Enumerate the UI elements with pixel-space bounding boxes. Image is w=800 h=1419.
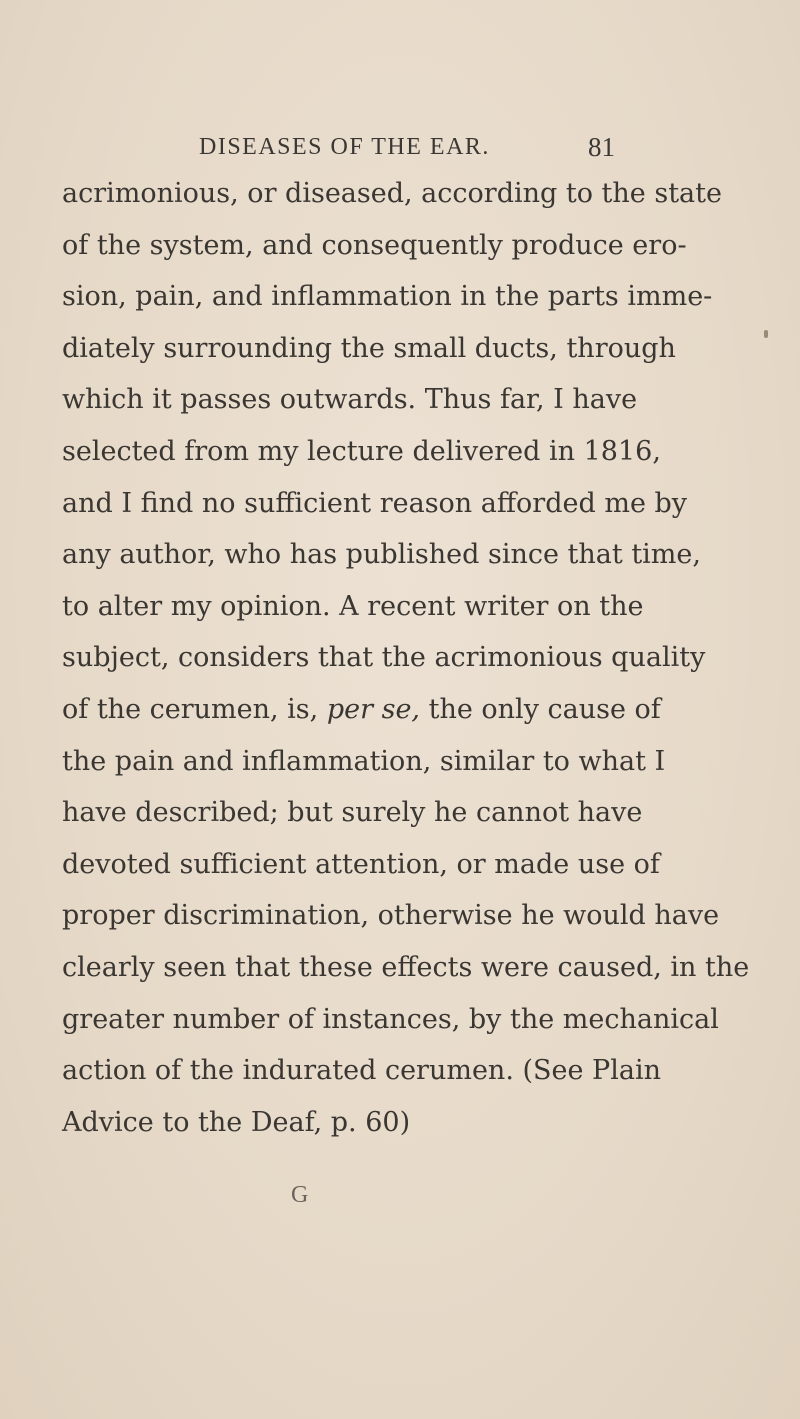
running-head — [0, 128, 800, 168]
text-line: have described; but surely he cannot have — [62, 797, 643, 829]
text-line: diately surrounding the small ducts, through — [62, 332, 676, 364]
text-line: clearly seen that these effects were caused, in the — [62, 951, 750, 983]
text-line: acrimonious, or diseased, according to the state — [62, 178, 722, 209]
text-line: selected from my lecture delivered in 1816, — [62, 435, 661, 467]
text-line: which it passes outwards. Thus far, I have — [62, 384, 638, 416]
text-line-with-italic — [62, 684, 661, 736]
page-number: 81 — [588, 132, 615, 162]
text-segment: of the cerumen, is, — [62, 693, 319, 725]
text-line: Advice to the Deaf, p. 60) — [62, 1106, 411, 1138]
text-line: sion, pain, and inflammation in the parts imme- — [62, 281, 713, 313]
text-line: greater number of instances, by the mechanical — [62, 1003, 719, 1035]
text-line: and I find no sufficient reason afforded me by — [62, 487, 688, 519]
ink-speck — [764, 330, 768, 338]
text-segment: the only cause of — [428, 693, 661, 725]
signature-mark: G — [291, 1182, 309, 1208]
text-line: to alter my opinion. A recent writer on the — [62, 590, 644, 622]
text-line: any author, who has published since that time, — [62, 539, 701, 571]
italic-phrase: per se, — [326, 693, 421, 725]
text-line: of the system, and consequently produce ero- — [62, 229, 687, 261]
running-title: DISEASES OF THE EAR. — [199, 134, 490, 160]
text-line: action of the indurated cerumen. (See Plain — [62, 1055, 661, 1087]
body-text — [62, 168, 750, 1148]
text-line: proper discrimination, otherwise he would have — [62, 900, 720, 932]
text-line: devoted sufficient attention, or made use of — [62, 848, 660, 880]
text-line: the pain and inflammation, similar to what I — [62, 745, 666, 777]
text-line: subject, considers that the acrimonious quality — [62, 642, 706, 674]
